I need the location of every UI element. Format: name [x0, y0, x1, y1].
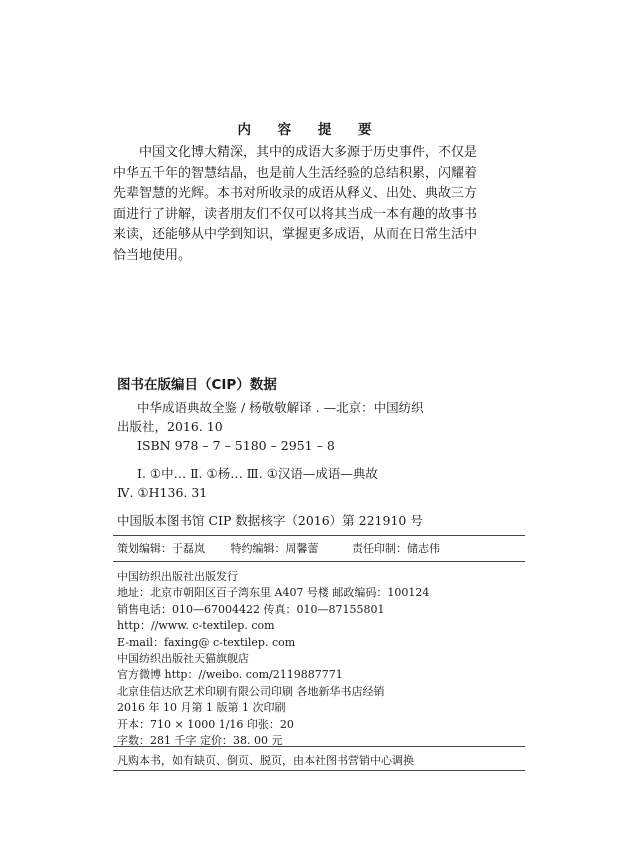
summary-paragraph: [113, 143, 513, 267]
summary-line: 恰当地使用。: [113, 247, 192, 263]
cip-spacer: [117, 455, 527, 464]
cip-record-block: [117, 398, 527, 530]
summary-line: 来读，还能够从中学到知识，掌握更多成语，从而在日常生活中: [113, 227, 478, 243]
divider-rule: [113, 770, 525, 771]
divider-rule: [113, 561, 525, 562]
divider-rule: [113, 746, 525, 747]
print-manager: 责任印制：储志伟: [352, 542, 440, 555]
cip-title-line: 中华成语典故全鉴 / 杨敬敬解译 . —北京：中国纺织: [137, 400, 424, 415]
footer-note: 凡购本书，如有缺页、倒页、脱页，由本社图书营销中心调换: [117, 754, 414, 767]
cip-record-number: 中国版本图书馆 CIP 数据核字（2016）第 221910 号: [117, 513, 423, 528]
summary-line: 先辈智慧的光辉。本书对所收录的成语从释义、出处、典故三方: [113, 186, 478, 202]
summary-line: 中华五千年的智慧结晶，也是前人生活经验的总结积累，闪耀着: [113, 165, 478, 181]
imprint-line: 官方微博 http：//weibo. com/2119887771: [117, 668, 343, 682]
imprint-line: E-mail：faxing@ c-textilep. com: [117, 635, 296, 649]
cip-title-line: 出版社，2016. 10: [117, 419, 223, 434]
imprint-line: 销售电话：010—67004422 传真：010—87155801: [117, 602, 385, 616]
summary-line: 中国文化博大精深，其中的成语大多源于历史事件，不仅是: [139, 145, 478, 160]
imprint-line: 开本：710 × 1000 1/16 印张：20: [117, 717, 294, 731]
staff-credits: [117, 540, 440, 556]
summary-line: 面进行了讲解，读者朋友们不仅可以将其当成一本有趣的故事书: [113, 206, 478, 222]
divider-rule: [113, 535, 525, 536]
planning-editor: 策划编辑：于磊岚: [117, 542, 205, 555]
imprint-line: 北京佳信达欣艺术印刷有限公司印刷 各地新华书店经销: [117, 684, 385, 698]
summary-title: 内 容 提 要: [237, 122, 383, 138]
imprint-line: http：//www. c-textilep. com: [117, 619, 275, 633]
cip-spacer: [117, 502, 527, 511]
imprint-line: 地址：北京市朝阳区百子湾东里 A407 号楼 邮政编码：100124: [117, 586, 430, 600]
imprint-block: [117, 569, 527, 749]
imprint-line: 字数：281 千字 定价：38. 00 元: [117, 734, 283, 748]
cip-classification-line: Ⅳ. ①H136. 31: [117, 485, 208, 500]
imprint-line: 中国纺织出版社天猫旗舰店: [117, 652, 249, 666]
special-editor: 特约编辑：周馨蕾: [230, 542, 319, 555]
cip-isbn: ISBN 978 – 7 – 5180 – 2951 – 8: [137, 438, 335, 453]
imprint-line: 2016 年 10 月第 1 版第 1 次印刷: [117, 701, 286, 715]
cip-heading: 图书在版编目（CIP）数据: [117, 377, 277, 393]
imprint-line: 中国纺织出版社出版发行: [117, 570, 238, 583]
cip-classification-line: Ⅰ. ①中… Ⅱ. ①杨… Ⅲ. ①汉语—成语—典故: [137, 466, 378, 481]
